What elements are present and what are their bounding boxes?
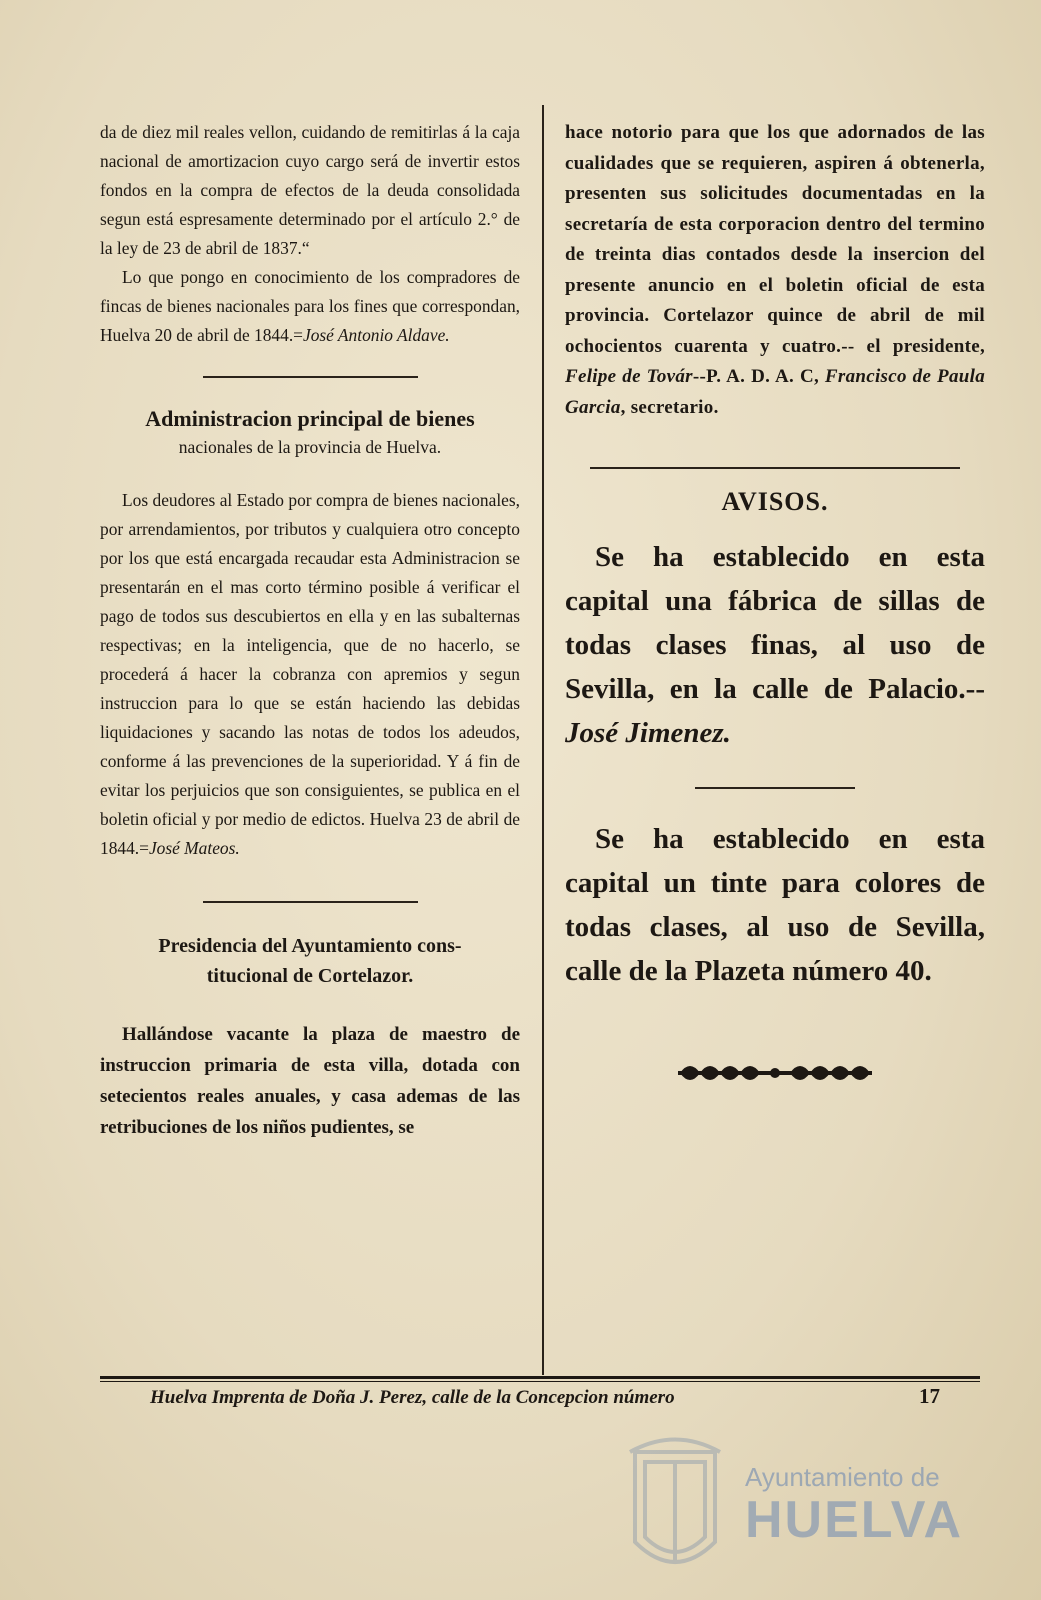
decree-ending-paragraph: da de diez mil reales vellon, cuidando de remitirlas á la caja nacional de amortizacion cuyo cargo será de invertir estos fondos en la compra de efectos de la deuda consolidada segun está espresamente determinado por el artículo 2.° de la ley de 23 de abril de 1837.“ xyxy=(100,122,520,258)
president-signature: Felipe de Továr xyxy=(565,366,693,387)
presidency-body: Hallándose vacante la plaza de maestro de instruccion primaria de esta villa, dotada con setecientos reales anuales, y casa ademas de las retribuciones de los niños pudientes, se xyxy=(100,1024,520,1138)
right-column xyxy=(565,118,985,1093)
left-column xyxy=(100,118,520,1143)
presidency-heading-line2: titucional de Cortelazor. xyxy=(206,965,414,987)
aviso-divider xyxy=(695,787,855,789)
presidency-heading xyxy=(100,931,520,991)
notice-paragraph xyxy=(100,263,520,350)
section-divider xyxy=(203,376,418,378)
admin-body-text: Los deudores al Estado por compra de bienes nacionales, por arrendamientos, por tributos y cualquiera otro concepto por los que está encargada recaudar esta Administracion se presentarán en el mas corto término posible á verificar el pago de todos sus descubiertos en ella y en las subalternas respectivas; en la inteligencia, que de no hacerlo, se procederá á hacer la cobranza con apremios y segun instruccion para lo que se están haciendo las debidas liquidaciones y sacando las notas de todos los adeudos, conforme á las prevenciones de la superioridad. Y á fin de evitar los perjuicios que son consiguientes, se publica en el boletin oficial y por medio de edictos. Huelva 23 de abril de 1844.= xyxy=(100,490,520,858)
secretary-signature: Francisco de Paula Garcia xyxy=(565,366,986,418)
admin-signature: José Mateos. xyxy=(148,838,240,858)
aviso-dye-shop: Se ha establecido en esta capital un tinte para colores de todas clases, al uso de Sevilla, calle de la Plazeta número 40. xyxy=(565,823,985,987)
admin-body xyxy=(100,486,520,863)
continuation-middle: --P. A. D. A. C, xyxy=(692,366,825,387)
footer-rule-thin xyxy=(100,1381,980,1382)
presidency-heading-line1: Presidencia del Ayuntamiento cons- xyxy=(158,935,462,957)
column-divider xyxy=(542,105,544,1375)
notice-text: Lo que pongo en conocimiento de los compradores de fincas de bienes nacionales para los fines que correspondan, Huelva 20 de abril de 1844.= xyxy=(100,267,520,345)
watermark-line2: HUELVA xyxy=(745,1491,964,1549)
imprint-text: Huelva Imprenta de Doña J. Perez, calle de la Concepcion número xyxy=(150,1387,675,1408)
aviso-chair-factory xyxy=(565,535,985,755)
admin-heading-line1: Administracion principal de bienes xyxy=(145,406,475,431)
aviso1-text: Se ha establecido en esta capital una fábrica de sillas de todas clases finas, al uso de Sevilla, en la calle de Palacio.-- xyxy=(565,541,985,705)
admin-heading-line2: nacionales de la provincia de Huelva. xyxy=(178,437,442,457)
notice-signature: José Antonio Aldave. xyxy=(302,325,450,345)
footer-imprint xyxy=(150,1384,940,1409)
admin-heading xyxy=(100,404,520,462)
continuation-end: , secretario. xyxy=(620,396,719,418)
page-number: 17 xyxy=(919,1384,940,1408)
ornament-icon xyxy=(670,1053,880,1093)
section-divider xyxy=(203,901,418,903)
avisos-title: AVISOS. xyxy=(721,487,829,516)
aviso1-signature: José Jimenez. xyxy=(565,717,731,749)
presidency-continuation xyxy=(565,118,985,423)
section-divider xyxy=(590,467,960,469)
continuation-text: hace notorio para que los que adornados de las cualidades que se requieren, aspiren á obtenerla, presenten sus solicitudes documentadas en la secretaría de esta corporacion dentro del termino de treinta dias contados desde la insercion del presente anuncio en el boletin oficial de esta provincia. Cortelazor quince de abril de mil ochocientos cuarenta y cuatro.-- el presidente, xyxy=(565,122,985,357)
watermark-line1: Ayuntamiento de xyxy=(745,1462,940,1492)
footer-rule xyxy=(100,1376,980,1379)
